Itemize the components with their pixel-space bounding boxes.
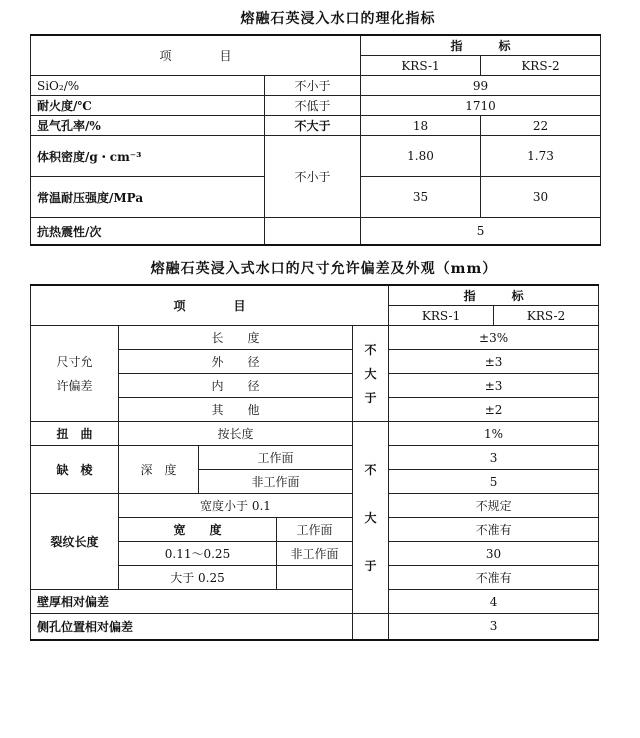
value-cell: 4 bbox=[389, 590, 599, 614]
cond-cell: 不低于 bbox=[265, 96, 361, 116]
value-cell: ±3% bbox=[389, 326, 599, 350]
value-cell: 99 bbox=[361, 76, 601, 96]
value-cell: 5 bbox=[389, 470, 599, 494]
item-header: 项 目 bbox=[31, 285, 389, 326]
value-cell: 35 bbox=[361, 177, 481, 218]
depth-label: 深 度 bbox=[119, 446, 199, 494]
value-cell: 3 bbox=[389, 446, 599, 470]
row-sio2: SiO₂/% bbox=[31, 76, 265, 96]
wall-thickness-label: 壁厚相对偏差 bbox=[31, 590, 353, 614]
cond-bottom: 不 大 于 bbox=[353, 422, 389, 614]
cond-cell: 不大于 bbox=[265, 116, 361, 136]
kind1-header: KRS-1 bbox=[389, 306, 494, 326]
tolerance-table bbox=[30, 284, 599, 641]
table2-title: 熔融石英浸入式水口的尺寸允许偏差及外观（mm） bbox=[150, 261, 498, 277]
crack-width-label: 宽 度 bbox=[119, 518, 277, 542]
crack-label: 裂纹长度 bbox=[31, 494, 119, 590]
kind2-header: KRS-2 bbox=[481, 56, 601, 76]
table1-title: 熔融石英浸入水口的理化指标 bbox=[240, 11, 436, 27]
value-cell: 22 bbox=[481, 116, 601, 136]
size-group-label: 尺寸允 许偏差 bbox=[31, 326, 119, 422]
item-header: 项 目 bbox=[31, 35, 361, 76]
index-header: 指 标 bbox=[361, 35, 601, 56]
value-cell: 1.80 bbox=[361, 136, 481, 177]
crack-range: 0.11～0.25 bbox=[119, 542, 277, 566]
warp-sub: 按长度 bbox=[119, 422, 353, 446]
value-cell: ±3 bbox=[389, 350, 599, 374]
value-cell: 1710 bbox=[361, 96, 601, 116]
size-row-label: 其 他 bbox=[119, 398, 353, 422]
warp-label: 扭 曲 bbox=[31, 422, 119, 446]
cond-cell: 不小于 bbox=[265, 76, 361, 96]
value-cell: 18 bbox=[361, 116, 481, 136]
value-cell: 不准有 bbox=[389, 518, 599, 542]
row-thermal-shock: 抗热震性/次 bbox=[31, 218, 265, 246]
work-face-label: 工作面 bbox=[199, 446, 353, 470]
properties-table bbox=[30, 34, 601, 246]
row-porosity: 显气孔率/% bbox=[31, 116, 265, 136]
value-cell: 1.73 bbox=[481, 136, 601, 177]
value-cell: 1% bbox=[389, 422, 599, 446]
value-cell: 30 bbox=[389, 542, 599, 566]
value-cell: 3 bbox=[389, 614, 599, 640]
kind2-header: KRS-2 bbox=[494, 306, 599, 326]
empty-cell bbox=[277, 566, 353, 590]
empty-cell bbox=[353, 614, 389, 640]
value-cell: ±2 bbox=[389, 398, 599, 422]
row-refractoriness: 耐火度/℃ bbox=[31, 96, 265, 116]
value-cell: 不规定 bbox=[389, 494, 599, 518]
nonwork-face-label: 非工作面 bbox=[199, 470, 353, 494]
cond-cell: 不小于 bbox=[265, 136, 361, 218]
index-header: 指 标 bbox=[389, 285, 599, 306]
cond-top: 不 大 于 bbox=[353, 326, 389, 422]
cond-cell bbox=[265, 218, 361, 246]
row-strength: 常温耐压强度/MPa bbox=[31, 177, 265, 218]
value-cell: ±3 bbox=[389, 374, 599, 398]
size-row-label: 长 度 bbox=[119, 326, 353, 350]
row-density: 体积密度/g・cm⁻³ bbox=[31, 136, 265, 177]
crack-width-1: 宽度小于 0.1 bbox=[119, 494, 353, 518]
side-hole-label: 侧孔位置相对偏差 bbox=[31, 614, 353, 640]
value-cell: 5 bbox=[361, 218, 601, 246]
kind1-header: KRS-1 bbox=[361, 56, 481, 76]
chipped-label: 缺 棱 bbox=[31, 446, 119, 494]
work-face-label: 工作面 bbox=[277, 518, 353, 542]
value-cell: 不准有 bbox=[389, 566, 599, 590]
value-cell: 30 bbox=[481, 177, 601, 218]
size-row-label: 外 径 bbox=[119, 350, 353, 374]
nonwork-face-label: 非工作面 bbox=[277, 542, 353, 566]
size-row-label: 内 径 bbox=[119, 374, 353, 398]
crack-width-3: 大于 0.25 bbox=[119, 566, 277, 590]
